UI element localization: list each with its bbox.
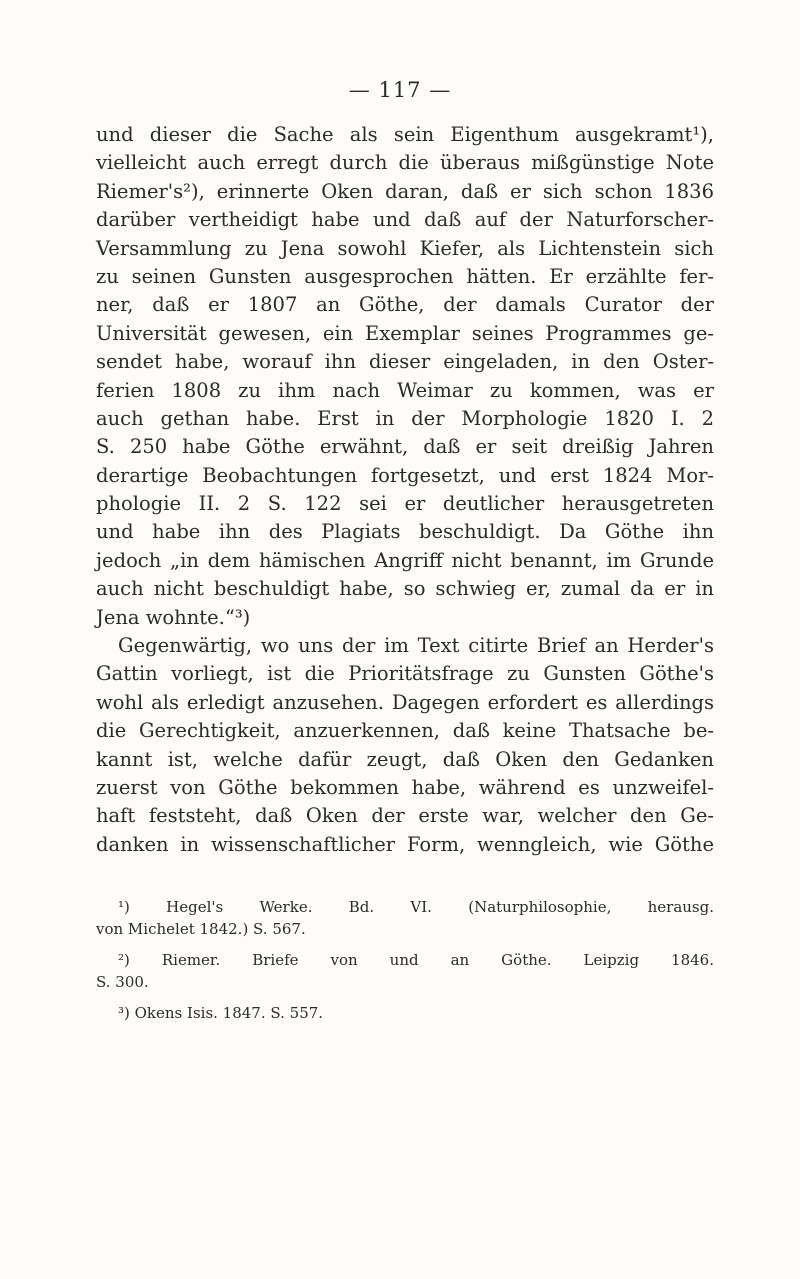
footnote-line: von Michelet 1842.) S. 567. (96, 919, 306, 938)
text-line: Jena wohnte.“³) (96, 605, 251, 629)
footnote (96, 950, 714, 993)
text-line: derartige Beobachtungen fortgesetzt, und erst 1824 Mor- (96, 463, 714, 487)
text-line: und habe ihn des Plagiats beschuldigt. Da Göthe ihn (96, 520, 714, 544)
text-line: ferien 1808 zu ihm nach Weimar zu kommen, was er (96, 378, 714, 402)
text-line: S. 250 habe Göthe erwähnt, daß er seit dreißig Jahren (96, 435, 714, 459)
text-line: Gattin vorliegt, ist die Prioritätsfrage zu Gunsten Göthe's (96, 662, 714, 686)
text-line: ner, daß er 1807 an Göthe, der damals Curator der (96, 293, 714, 317)
text-line: sendet habe, worauf ihn dieser eingeladen, in den Oster- (96, 350, 714, 374)
text-line: wohl als erledigt anzusehen. Dagegen erfordert es allerdings (96, 690, 714, 714)
text-line: und dieser die Sache als sein Eigenthum ausgekramt¹), (96, 123, 714, 146)
footnote-line: ³) Okens Isis. 1847. S. 557. (118, 1004, 324, 1022)
text-line: die Gerechtigkeit, anzuerkennen, daß keine Thatsache be- (96, 719, 714, 743)
footnote-line: ²) Riemer. Briefe von und an Göthe. Leipzig 1846. (118, 951, 714, 969)
footnote (96, 897, 714, 940)
text-line: haft feststeht, daß Oken der erste war, welcher den Ge- (96, 804, 714, 828)
footnote-line: S. 300. (96, 972, 149, 991)
text-line: zuerst von Göthe bekommen habe, während es unzweifel- (96, 775, 714, 799)
text-line: auch gethan habe. Erst in der Morphologie 1820 I. 2 (96, 406, 714, 430)
text-line: kannt ist, welche dafür zeugt, daß Oken den Gedanken (96, 747, 714, 771)
text-line: vielleicht auch erregt durch die überaus mißgünstige Note (96, 151, 714, 175)
text-line: Universität gewesen, ein Exemplar seines Programmes ge- (96, 321, 714, 345)
footnote (96, 1003, 714, 1025)
text-line: Riemer's²), erinnerte Oken daran, daß er sich schon 1836 (96, 179, 714, 203)
text-line: Versammlung zu Jena sowohl Kiefer, als Lichtenstein sich (96, 236, 714, 260)
footnotes (96, 897, 714, 1025)
text-line: phologie II. 2 S. 122 sei er deutlicher herausgetreten (96, 492, 714, 516)
text-line: darüber vertheidigt habe und daß auf der Naturforscher- (96, 208, 714, 232)
text-line: Gegenwärtig, wo uns der im Text citirte Brief an Herder's (118, 634, 714, 658)
text-line: jedoch „in dem hämischen Angriff nicht benannt, im Grunde (96, 548, 714, 572)
text-line: danken in wissenschaftlicher Form, wenngleich, wie Göthe (96, 832, 714, 856)
footnote-line: ¹) Hegel's Werke. Bd. VI. (Naturphilosophie, herausg. (118, 898, 714, 916)
text-line: auch nicht beschuldigt habe, so schwieg er, zumal da er in (96, 577, 714, 601)
text-line: zu seinen Gunsten ausgesprochen hätten. Er erzählte fer- (96, 264, 714, 288)
page-number: — 117 — (348, 78, 452, 102)
body-text (96, 121, 714, 859)
